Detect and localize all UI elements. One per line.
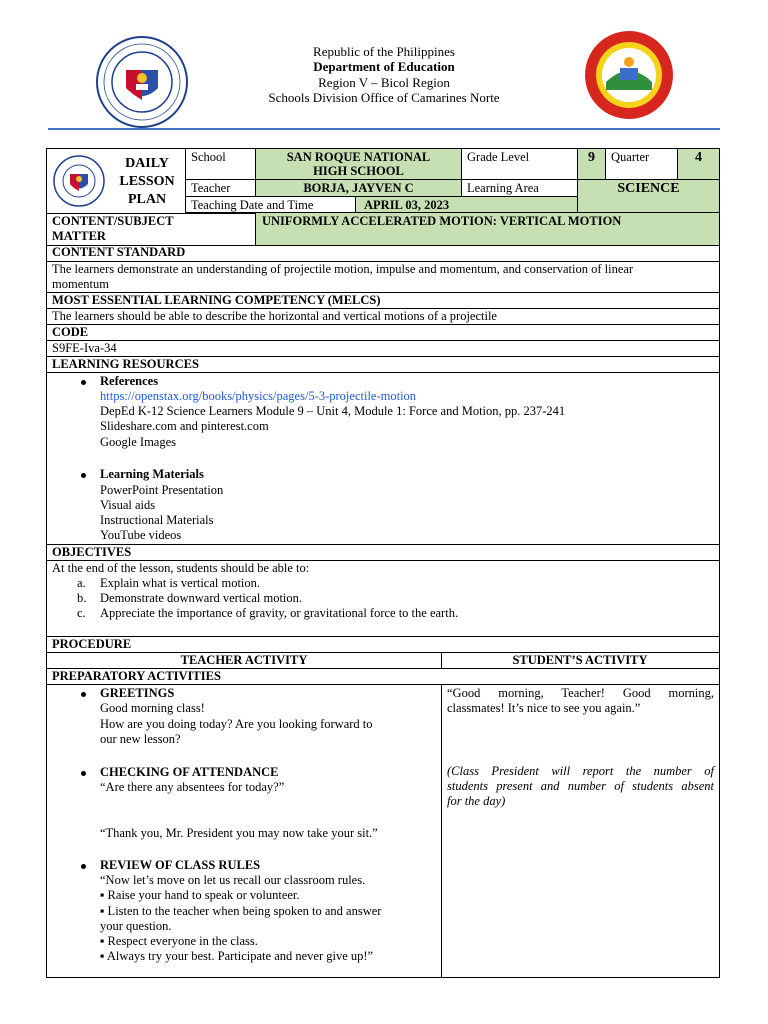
attendance-thanks: “Thank you, Mr. President you may now take your sit.” [100, 826, 378, 840]
attendance-response-line2: students present and number of students absent [447, 779, 714, 793]
objective-letter: c. [77, 606, 86, 620]
rules-line: ▪ Listen to the teacher when being spoken to and answer [100, 904, 382, 918]
header-divider [48, 128, 720, 130]
reference-item: Slideshare.com and pinterest.com [100, 419, 269, 433]
school-label: School [185, 149, 255, 180]
material-item: Instructional Materials [100, 513, 214, 527]
procedure-title: PROCEDURE [52, 637, 132, 651]
preparatory-title: PREPARATORY ACTIVITIES [52, 669, 221, 683]
attendance-response-line3: for the day) [447, 794, 506, 808]
preparatory-divider-cut [441, 669, 442, 684]
rules-line: your question. [100, 919, 172, 933]
reference-item: DepEd K-12 Science Learners Module 9 – Unit 4, Module 1: Force and Motion, pp. 237-241 [100, 404, 566, 418]
bullet-icon [81, 473, 86, 478]
greetings-response-line2: classmates! It’s nice to see you again.” [447, 701, 641, 715]
area-value: SCIENCE [577, 180, 719, 213]
school-value-cell [255, 149, 461, 180]
lesson-plan-table [46, 148, 720, 978]
school-value-line2: HIGH SCHOOL [313, 164, 404, 178]
teacher-label: Teacher [185, 180, 255, 197]
header-line-department: Department of Education [313, 59, 455, 74]
plan-title-lesson: LESSON [119, 174, 175, 189]
objective-letter: a. [77, 576, 86, 590]
rules-line: ▪ Raise your hand to speak or volunteer. [100, 888, 300, 902]
teacher-activity-header: TEACHER ACTIVITY [180, 653, 308, 667]
rules-line: ▪ Always try your best. Participate and never give up!” [100, 949, 374, 963]
reference-item: Google Images [100, 435, 177, 449]
content-value: UNIFORMLY ACCELERATED MOTION: VERTICAL MOTION [255, 213, 719, 245]
material-item: YouTube videos [100, 528, 182, 542]
greetings-line: How are you doing today? Are you looking forward to [100, 717, 373, 731]
standard-text-line2: momentum [52, 277, 109, 291]
greetings-line: Good morning class! [100, 701, 205, 715]
bullet-icon [81, 692, 86, 697]
plan-title-daily: DAILY [125, 156, 169, 171]
quarter-label: Quarter [605, 149, 677, 180]
quarter-value: 4 [677, 149, 719, 180]
resources-title: LEARNING RESOURCES [52, 357, 199, 371]
greetings-line: our new lesson? [100, 732, 181, 746]
row-divider [47, 684, 719, 685]
bullet-icon [81, 380, 86, 385]
grade-label: Grade Level [461, 149, 577, 180]
material-item: Visual aids [100, 498, 156, 512]
standard-text-line1: The learners demonstrate an understanding of projectile motion, impulse and momentum, and conservation of linear [52, 262, 634, 276]
grade-value: 9 [577, 149, 605, 180]
plan-title-plan: PLAN [127, 192, 167, 207]
greetings-response-line1: “Good morning, Teacher! Good morning, [447, 686, 714, 700]
rules-title: REVIEW OF CLASS RULES [100, 858, 261, 872]
header-line-division: Schools Division Office of Camarines Norte [268, 90, 500, 105]
material-item: PowerPoint Presentation [100, 483, 224, 497]
reference-link-openstax[interactable]: https://openstax.org/books/physics/pages/5-3-projectile-motion [100, 389, 417, 403]
melcs-text: The learners should be able to describe the horizontal and vertical motions of a projectile [52, 309, 497, 323]
header-line-republic: Republic of the Philippines [313, 44, 455, 59]
objective-letter: b. [77, 591, 87, 605]
objective-item: Demonstrate downward vertical motion. [100, 591, 303, 605]
code-text: S9FE-Iva-34 [52, 341, 117, 355]
rules-line: ▪ Respect everyone in the class. [100, 934, 258, 948]
materials-title: Learning Materials [100, 467, 204, 481]
bullet-icon [81, 864, 86, 869]
area-label: Learning Area [461, 180, 577, 197]
objectives-intro: At the end of the lesson, students should be able to: [52, 561, 310, 575]
row-divider [47, 372, 719, 373]
objective-item: Appreciate the importance of gravity, or gravitational force to the earth. [100, 606, 459, 620]
teacher-value: BORJA, JAYVEN C [255, 180, 461, 197]
content-label [47, 213, 255, 245]
attendance-title: CHECKING OF ATTENDANCE [100, 765, 279, 779]
objectives-title: OBJECTIVES [52, 545, 132, 559]
content-label-line1: CONTENT/SUBJECT [52, 214, 174, 228]
school-value-line1: SAN ROQUE NATIONAL [286, 150, 431, 164]
objective-item: Explain what is vertical motion. [100, 576, 261, 590]
bullet-icon [81, 771, 86, 776]
melcs-title: MOST ESSENTIAL LEARNING COMPETENCY (MELCS) [52, 293, 381, 307]
rules-line: “Now let’s move on let us recall our classroom rules. [100, 873, 366, 887]
greetings-title: GREETINGS [100, 686, 175, 700]
attendance-response-line1: (Class President will report the number of [447, 764, 714, 778]
student-activity-header: STUDENT’S ACTIVITY [512, 653, 648, 667]
content-label-line2: MATTER [52, 229, 106, 243]
references-title: References [100, 374, 159, 388]
date-label: Teaching Date and Time [185, 197, 355, 213]
deped-small-seal [53, 155, 105, 207]
standard-title: CONTENT STANDARD [52, 245, 186, 259]
date-value: APRIL 03, 2023 [355, 197, 577, 213]
column-divider [441, 652, 442, 977]
header-line-region: Region V – Bicol Region [318, 75, 450, 90]
code-title: CODE [52, 325, 89, 339]
attendance-question: “Are there any absentees for today?” [100, 780, 285, 794]
